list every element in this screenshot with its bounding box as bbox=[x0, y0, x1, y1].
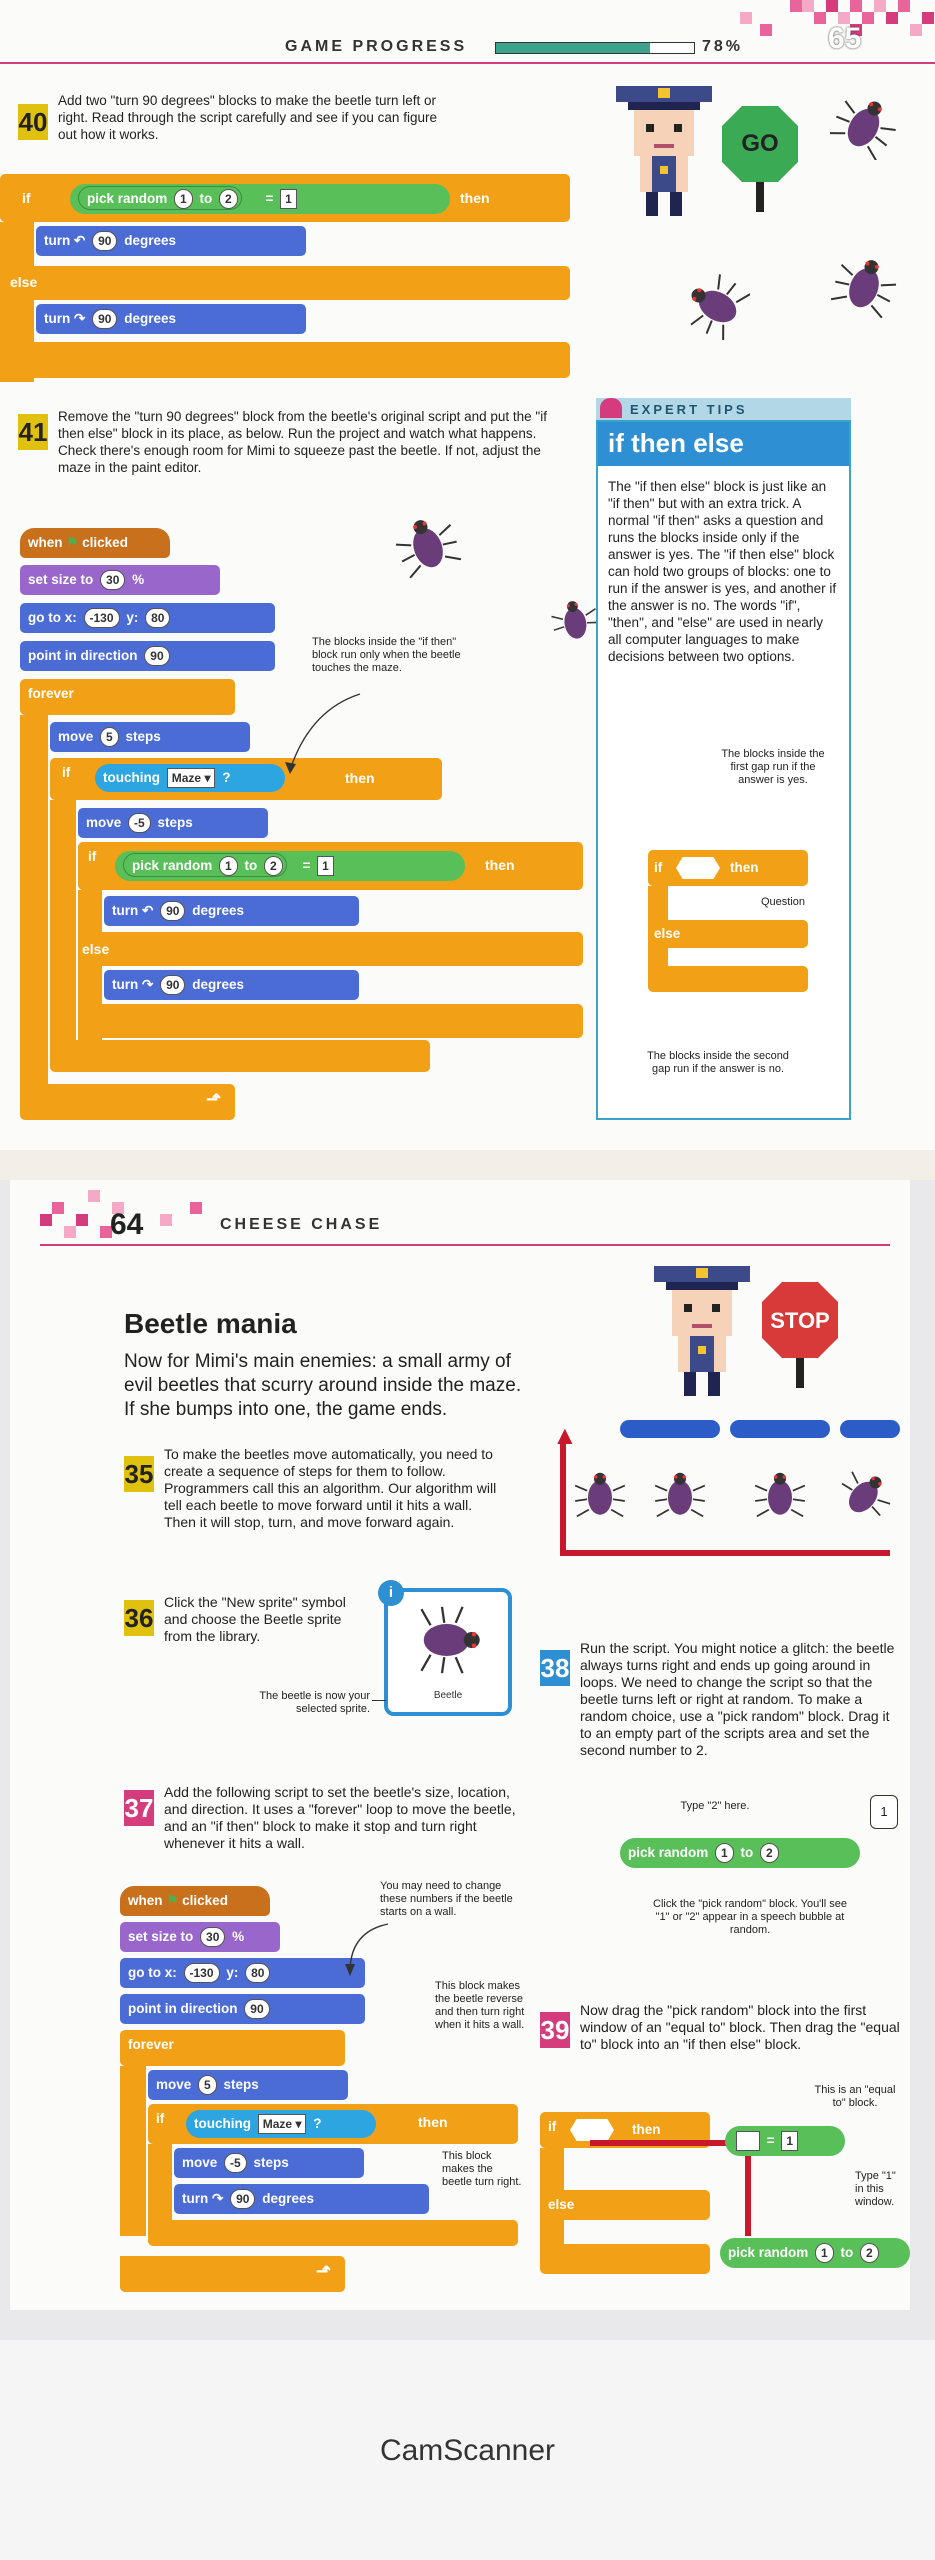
set-size-label: set size to bbox=[28, 572, 94, 587]
annotation-line bbox=[372, 1700, 386, 1701]
diagram-else-bar bbox=[540, 2190, 710, 2220]
beetle-icon bbox=[835, 1460, 895, 1535]
size-value[interactable]: 30 bbox=[100, 570, 125, 590]
wall-bar bbox=[730, 1420, 830, 1438]
wall-bar bbox=[840, 1420, 900, 1438]
else-bar bbox=[0, 266, 570, 300]
to-label: to bbox=[840, 2245, 854, 2260]
then-label-2: then bbox=[485, 857, 515, 873]
if-label: if bbox=[22, 190, 31, 206]
question-mark: ? bbox=[313, 2116, 322, 2131]
turn-left-block bbox=[36, 226, 306, 256]
pick-random-label: pick random bbox=[728, 2245, 809, 2260]
forever-bottom bbox=[20, 1084, 235, 1120]
step-number-38: 38 bbox=[540, 1650, 570, 1686]
tip-question-slot bbox=[676, 857, 720, 879]
move-block[interactable] bbox=[148, 2070, 348, 2100]
tip-question-label: Question bbox=[760, 896, 806, 908]
progress-fill bbox=[496, 43, 650, 53]
degrees-label: degrees bbox=[124, 233, 176, 248]
x-value[interactable]: -130 bbox=[184, 1963, 220, 1983]
equals-value[interactable]: 1 bbox=[317, 856, 334, 876]
if-touching-arm bbox=[148, 2144, 172, 2224]
beetle-icon bbox=[680, 270, 750, 345]
officer-illustration bbox=[612, 80, 716, 220]
direction-value[interactable]: 90 bbox=[244, 1999, 269, 2019]
tip-then-label: then bbox=[730, 860, 759, 875]
turn-label-2: turn bbox=[112, 977, 139, 992]
equals-block[interactable] bbox=[725, 2126, 845, 2156]
beetle-icon bbox=[570, 1460, 630, 1535]
drag-arrow bbox=[745, 2156, 751, 2236]
beetle-icon bbox=[750, 1460, 810, 1535]
beetle-icon bbox=[392, 510, 462, 585]
move-back-block[interactable] bbox=[78, 808, 268, 838]
progress-percent: 78% bbox=[702, 38, 744, 55]
beetle-icon bbox=[650, 1460, 710, 1535]
section-title: Beetle mania bbox=[124, 1308, 297, 1339]
diagram-then-label: then bbox=[632, 2122, 661, 2137]
expert-tips-label: EXPERT TIPS bbox=[630, 402, 748, 417]
point-label: point in direction bbox=[28, 648, 138, 663]
y-value[interactable]: 80 bbox=[245, 1963, 270, 1983]
go-sign bbox=[720, 104, 800, 214]
drag-arrow bbox=[590, 2140, 730, 2146]
beetle-sprite-tile[interactable] bbox=[384, 1584, 512, 1716]
game-progress-header: GAME PROGRESS bbox=[285, 38, 468, 55]
when-flag-clicked-block[interactable] bbox=[120, 1886, 270, 1916]
forever-bottom bbox=[120, 2256, 345, 2292]
step36-annotation: The beetle is now your selected sprite. bbox=[259, 1690, 370, 1715]
turn-right-degrees[interactable]: 90 bbox=[92, 309, 117, 329]
turn-label: turn bbox=[112, 903, 139, 918]
touching-label: touching bbox=[103, 770, 160, 785]
loop-arrow-icon: ⬏ bbox=[315, 2261, 331, 2281]
page-bottom-rule bbox=[40, 1244, 890, 1246]
x-value[interactable]: -130 bbox=[84, 608, 120, 628]
turn-right-degrees[interactable]: 90 bbox=[160, 975, 185, 995]
inner-pick-random[interactable] bbox=[123, 853, 287, 877]
point-direction-block[interactable] bbox=[120, 1994, 365, 2024]
touching-maze-block[interactable] bbox=[186, 2110, 376, 2138]
wall-bar bbox=[620, 1420, 720, 1438]
forever-block[interactable] bbox=[20, 679, 235, 715]
degrees-label-2: degrees bbox=[124, 311, 176, 326]
move-value[interactable]: 5 bbox=[100, 727, 119, 747]
step40-text: Add two "turn 90 degrees" blocks to make the beetle turn left or right. Read through the script carefully and see if you can figure out how it works. bbox=[58, 93, 437, 142]
stop-sign-text: STOP bbox=[770, 1308, 830, 1333]
cheese-chase-header: CHEESE CHASE bbox=[220, 1216, 383, 1233]
touching-label: touching bbox=[194, 2116, 251, 2131]
pick-random-block[interactable] bbox=[720, 2238, 910, 2268]
progress-bar bbox=[495, 42, 695, 54]
tip-else-bar bbox=[648, 920, 808, 948]
turn-left-icon: ↶ bbox=[74, 233, 86, 248]
step37-annotation-2: This block makes the beetle reverse and then turn right when it hits a wall. bbox=[435, 1980, 525, 2031]
beetle-icon bbox=[548, 594, 602, 653]
type-1-note: Type "1" in this window. bbox=[855, 2170, 896, 2208]
tip-note-second: The blocks inside the second gap run if the answer is no. bbox=[647, 1050, 789, 1075]
diagram-slot bbox=[570, 2119, 614, 2141]
when-label: when bbox=[28, 535, 63, 550]
green-flag-icon: ⚑ bbox=[66, 535, 79, 550]
inner-else-bar bbox=[78, 932, 583, 966]
else-label: else bbox=[10, 274, 38, 290]
pick-random-label: pick random bbox=[87, 191, 168, 206]
random-min[interactable]: 1 bbox=[815, 2243, 834, 2263]
steps-label-2: steps bbox=[157, 815, 193, 830]
tip-bottom-bar bbox=[648, 966, 808, 992]
y-label: y: bbox=[126, 610, 139, 625]
move-back-value[interactable]: -5 bbox=[128, 813, 151, 833]
random-min[interactable]: 1 bbox=[715, 1843, 734, 1863]
step37-annotation-3: This block makes the beetle turn right. bbox=[442, 2150, 522, 2188]
move-back-block[interactable] bbox=[174, 2148, 364, 2178]
page-number: 65 bbox=[828, 22, 862, 55]
step39-text: Now drag the "pick random" block into the first window of an "equal to" block. Then drag the "equal to" block into an "if then else" block. bbox=[580, 2002, 900, 2052]
loop-arrow-icon: ⬏ bbox=[205, 1089, 221, 1109]
step38-annotation: Click the "pick random" block. You'll see "1" or "2" appear in a speech bubble at random. bbox=[653, 1898, 847, 1936]
turn-right-icon: ↷ bbox=[212, 2191, 224, 2206]
speech-bubble: 1 bbox=[870, 1795, 898, 1829]
type-2-note: Type "2" here. bbox=[680, 1800, 750, 1812]
page-number: 64 bbox=[110, 1208, 144, 1241]
equals-block bbox=[70, 184, 450, 214]
then-label: then bbox=[345, 770, 375, 786]
point-label: point in direction bbox=[128, 2001, 238, 2016]
turn-left-icon: ↶ bbox=[142, 903, 154, 918]
degrees-label: degrees bbox=[192, 903, 244, 918]
question-mark: ? bbox=[222, 770, 231, 785]
pick-random-label: pick random bbox=[628, 1845, 709, 1860]
turn-left-block[interactable] bbox=[104, 896, 359, 926]
page-65 bbox=[0, 0, 935, 1150]
step35-text: To make the beetles move automatically, you need to create a sequence of steps for them to follow. Programmers call this an algorithm. Our algorithm will tell each beetle to move forward until it hits a wall. Then it will stop, turn, and move forward again. bbox=[164, 1446, 497, 1530]
to-label: to bbox=[199, 191, 213, 206]
annotation-arrow bbox=[270, 690, 380, 780]
size-value[interactable]: 30 bbox=[200, 1927, 225, 1947]
beetle-sprite-icon bbox=[410, 1600, 490, 1680]
clicked-label: clicked bbox=[82, 535, 128, 550]
else-label: else bbox=[82, 941, 110, 957]
equals-sign: = bbox=[766, 2133, 775, 2148]
inner-if-else-bottom bbox=[78, 1004, 583, 1038]
equals-sign: = bbox=[265, 191, 274, 206]
y-label: y: bbox=[226, 1965, 239, 1980]
tip-title: if then else bbox=[608, 428, 744, 458]
if-else-bottom bbox=[0, 342, 570, 378]
step37-text: Add the following script to set the beetle's size, location, and direction. It uses a "forever" loop to move the beetle, and an "if then" block to make it stop and turn right whenever it hits a wall. bbox=[164, 1784, 516, 1851]
random-max[interactable]: 2 bbox=[264, 856, 283, 876]
page-top-rule bbox=[0, 62, 935, 64]
step-number-36: 36 bbox=[124, 1600, 154, 1636]
tip-if-label: if bbox=[654, 860, 663, 875]
diagram-bottom-bar bbox=[540, 2244, 710, 2274]
equals-left-slot[interactable] bbox=[736, 2131, 760, 2151]
beetle-icon bbox=[830, 250, 900, 325]
to-label: to bbox=[740, 1845, 754, 1860]
annotation-arrow bbox=[320, 1920, 400, 1980]
degrees-label-2: degrees bbox=[192, 977, 244, 992]
move-back-value[interactable]: -5 bbox=[224, 2153, 247, 2173]
turn-right-block[interactable] bbox=[104, 970, 359, 1000]
scanner-brand: CamScanner bbox=[379, 2434, 556, 2467]
random-min[interactable]: 1 bbox=[174, 189, 193, 209]
tip-else-label: else bbox=[654, 926, 681, 941]
step36-text: Click the "New sprite" symbol and choose the Beetle sprite from the library. bbox=[164, 1594, 346, 1644]
pick-random-block[interactable] bbox=[620, 1838, 860, 1868]
set-size-block[interactable] bbox=[20, 565, 220, 595]
page-64 bbox=[10, 1180, 910, 2310]
move-label: move bbox=[156, 2077, 192, 2092]
random-max[interactable]: 2 bbox=[860, 2243, 879, 2263]
turn-left-degrees[interactable]: 90 bbox=[160, 901, 185, 921]
move-label-2: move bbox=[86, 815, 122, 830]
expert-tips-icon bbox=[600, 398, 622, 418]
stop-sign bbox=[760, 1280, 840, 1390]
maze-dropdown[interactable]: Maze ▾ bbox=[258, 2114, 307, 2134]
point-direction-block[interactable] bbox=[20, 641, 275, 671]
then-label: then bbox=[418, 2114, 448, 2130]
move-value[interactable]: 5 bbox=[198, 2075, 217, 2095]
move-label-2: move bbox=[182, 2155, 218, 2170]
if-label: if bbox=[62, 765, 71, 780]
go-to-label: go to x: bbox=[128, 1965, 177, 1980]
inner-equals-block[interactable] bbox=[115, 851, 465, 881]
pick-random-block bbox=[78, 186, 242, 210]
if-touching-bottom bbox=[148, 2220, 518, 2246]
intro-text: Now for Mimi's main enemies: a small army of evil beetles that scurry around inside the maze. If she bumps into one, the game ends. bbox=[124, 1351, 522, 1420]
degrees-label: degrees bbox=[262, 2191, 314, 2206]
random-max[interactable]: 2 bbox=[219, 189, 238, 209]
set-size-label: set size to bbox=[128, 1929, 194, 1944]
step37-annotation-1: You may need to change these numbers if the beetle starts on a wall. bbox=[380, 1880, 513, 1918]
forever-block[interactable] bbox=[120, 2030, 345, 2066]
turn-label: turn bbox=[44, 233, 71, 248]
step-number-37: 37 bbox=[124, 1790, 154, 1826]
step38-text: Run the script. You might notice a glitch: the beetle always turns right and ends up going around in loops. We need to change the script so that the beetle turns left or right at random. To make a random choice, use a "pick random" block. Drag it to an empty part of the scripts area and set the second number to 2. bbox=[580, 1640, 895, 1758]
pick-random-label: pick random bbox=[132, 858, 213, 873]
step-number-40: 40 bbox=[18, 104, 48, 140]
random-min[interactable]: 1 bbox=[219, 856, 238, 876]
tip-note-first: The blocks inside the first gap run if the answer is yes. bbox=[721, 748, 825, 786]
diagram-else-label: else bbox=[548, 2197, 575, 2212]
steps-label: steps bbox=[223, 2077, 259, 2092]
turn-right-degrees[interactable]: 90 bbox=[230, 2189, 255, 2209]
equals-value[interactable]: 1 bbox=[280, 189, 297, 209]
if-touching-bottom bbox=[50, 1040, 430, 1072]
diagram-if-label: if bbox=[548, 2119, 557, 2134]
go-to-xy-block[interactable] bbox=[20, 603, 275, 633]
y-value[interactable]: 80 bbox=[145, 608, 170, 628]
then-label: then bbox=[460, 190, 490, 206]
forever-arm bbox=[120, 2066, 146, 2236]
path-arrow bbox=[560, 1440, 566, 1556]
equals-sign: = bbox=[302, 858, 311, 873]
turn-right-block[interactable] bbox=[174, 2184, 429, 2214]
percent-label: % bbox=[232, 1929, 245, 1944]
arrow-up-icon: ▲ bbox=[552, 1420, 578, 1450]
step-number-39: 39 bbox=[540, 2012, 570, 2048]
tip-title-bar bbox=[598, 422, 849, 466]
tip-if-block bbox=[648, 850, 808, 886]
expert-tips-box bbox=[596, 420, 851, 1120]
steps-label-2: steps bbox=[253, 2155, 289, 2170]
turn-label-2: turn bbox=[44, 311, 71, 326]
path-arrow bbox=[560, 1550, 890, 1556]
forever-arm bbox=[20, 715, 48, 1100]
green-flag-icon: ⚑ bbox=[166, 1893, 179, 1908]
step-number-35: 35 bbox=[124, 1456, 154, 1492]
equals-value[interactable]: 1 bbox=[781, 2131, 798, 2151]
step41-text: Remove the "turn 90 degrees" block from the beetle's original script and put the "if then else" block in its place, as below. Run the project and watch what happens. Check there's enough room for Mimi to squeeze past the beetle. If not, adjust the maze in the paint editor. bbox=[58, 409, 547, 475]
to-label: to bbox=[244, 858, 258, 873]
step-number-41: 41 bbox=[18, 414, 48, 450]
sprite-label: Beetle bbox=[433, 1690, 463, 1701]
steps-label: steps bbox=[125, 729, 161, 744]
if-label: if bbox=[156, 2111, 165, 2126]
set-size-block[interactable] bbox=[120, 1922, 280, 1952]
inner-if-label: if bbox=[88, 849, 97, 864]
random-max[interactable]: 2 bbox=[760, 1843, 779, 1863]
tip-body: The "if then else" block is just like an "if then" but with an extra trick. A normal "if then" asks a question and runs the blocks inside only if the answer is yes. The "if then else" block can hold two groups of blocks: one to run if the answer is yes, and another if the answer is no. The words "if", "then", and "else" are used in nearly all computer languages to make decisions between two options. bbox=[608, 479, 837, 664]
clicked-label: clicked bbox=[182, 1893, 228, 1908]
beetle-icon bbox=[830, 90, 900, 165]
forever-label: forever bbox=[28, 686, 74, 701]
turn-right-block bbox=[36, 304, 306, 334]
move-label: move bbox=[58, 729, 94, 744]
go-to-label: go to x: bbox=[28, 610, 77, 625]
turn-label: turn bbox=[182, 2191, 209, 2206]
equal-to-note: This is an "equal to" block. bbox=[814, 2084, 896, 2109]
step41-annotation: The blocks inside the "if then" block run only when the beetle touches the maze. bbox=[312, 636, 461, 674]
turn-left-degrees[interactable]: 90 bbox=[92, 231, 117, 251]
percent-label: % bbox=[132, 572, 145, 587]
turn-right-icon: ↷ bbox=[142, 977, 154, 992]
when-flag-clicked-block[interactable] bbox=[20, 528, 170, 558]
officer-illustration bbox=[650, 1260, 754, 1400]
info-icon[interactable]: i bbox=[378, 1580, 404, 1606]
touching-maze-block[interactable] bbox=[95, 764, 285, 792]
scan-gap bbox=[0, 1150, 935, 1180]
direction-value[interactable]: 90 bbox=[144, 646, 169, 666]
maze-dropdown[interactable]: Maze ▾ bbox=[167, 768, 216, 788]
turn-right-icon: ↷ bbox=[74, 311, 86, 326]
move-block[interactable] bbox=[50, 722, 250, 752]
go-sign-text: GO bbox=[741, 130, 779, 157]
when-label: when bbox=[128, 1893, 163, 1908]
if-touching-arm bbox=[50, 800, 76, 1050]
forever-label: forever bbox=[128, 2037, 174, 2052]
